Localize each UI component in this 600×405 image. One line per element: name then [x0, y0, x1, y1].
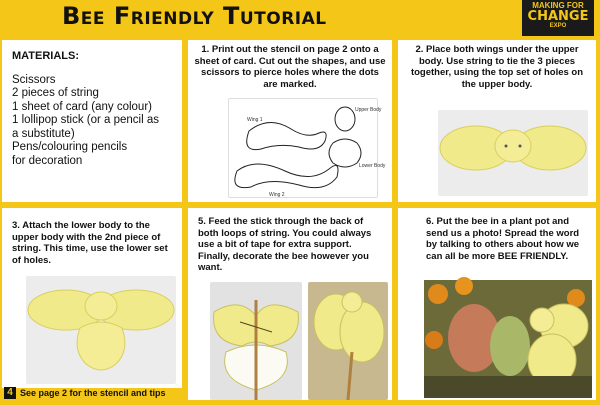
bee-back-photo	[210, 282, 302, 400]
header	[0, 0, 600, 36]
making-for-change-logo	[522, 0, 594, 36]
materials-heading: MATERIALS:	[12, 50, 80, 62]
page-number: 4	[4, 387, 16, 399]
stencil-label-lower-body: Lower Body	[359, 163, 386, 169]
lower-body-outline	[329, 139, 361, 167]
bee-assembly-photo	[438, 110, 588, 196]
step-2-text: 2. Place both wings under the upper body. Use string to tie the 3 pieces together, using the top set of holes on the upper body.	[410, 44, 584, 90]
step-6-panel	[398, 208, 596, 400]
wing2-outline	[235, 164, 338, 188]
step-5-photo-left	[210, 282, 302, 400]
step-2-photo	[438, 110, 588, 196]
logo-line2: CHANGE	[527, 9, 589, 24]
logo-line3: EXPO	[549, 23, 567, 29]
step-3-text: 3. Attach the lower body to the upper body with the 2nd piece of string. This time, use the lower set of holes.	[12, 220, 168, 266]
logo-line1: MAKING FOR	[532, 1, 584, 10]
page-title: Bee Friendly Tutorial	[62, 2, 327, 30]
step-6-text: 6. Put the bee in a plant pot and send us a photo! Spread the word by talking to others about how we can all be more BEE FRIENDLY.	[426, 216, 580, 262]
stencil-label-wing2: Wing 2	[269, 192, 285, 198]
step-3-photo	[26, 276, 176, 384]
upper-body-outline	[335, 107, 355, 131]
materials-item: Scissors	[12, 74, 56, 86]
materials-item: for decoration	[12, 154, 83, 167]
step-6-photo	[424, 280, 592, 398]
step-5-text: 5. Feed the stick through the back of both loops of string. You could always use a bit of tape for extra support. Finally, decorate the bee however you want.	[198, 216, 372, 274]
step-1-panel	[188, 40, 392, 202]
materials-item: 1 lollipop stick (or a pencil as	[12, 114, 160, 127]
stencil-label-wing1: Wing 1	[247, 117, 263, 123]
materials-panel	[2, 40, 182, 202]
stencil-image	[228, 98, 386, 198]
step-2-panel	[398, 40, 596, 202]
stencil-label-upper-body: Upper Body	[355, 107, 382, 113]
materials-item: 1 sheet of card (any colour)	[12, 100, 152, 113]
materials-item: a substitute)	[12, 127, 75, 140]
wing1-outline	[247, 122, 326, 149]
footer-note: See page 2 for the stencil and tips	[20, 388, 166, 398]
step-1-text: 1. Print out the stencil on page 2 onto a sheet of card. Cut out the shapes, and use scissors to pierce holes where the dots are marked.	[194, 44, 386, 90]
materials-item: Pens/colouring pencils	[12, 141, 128, 154]
bee-in-plant-pot-photo	[424, 280, 592, 398]
bee-assembly-photo	[26, 276, 176, 384]
step-5-panel	[188, 208, 392, 400]
step-3-panel	[2, 208, 182, 388]
decorated-bee-photo	[308, 282, 388, 400]
materials-item: 2 pieces of string	[12, 87, 99, 100]
materials-list	[12, 74, 182, 168]
step-5-photo-right	[308, 282, 388, 400]
stencil-drawing	[229, 99, 386, 199]
